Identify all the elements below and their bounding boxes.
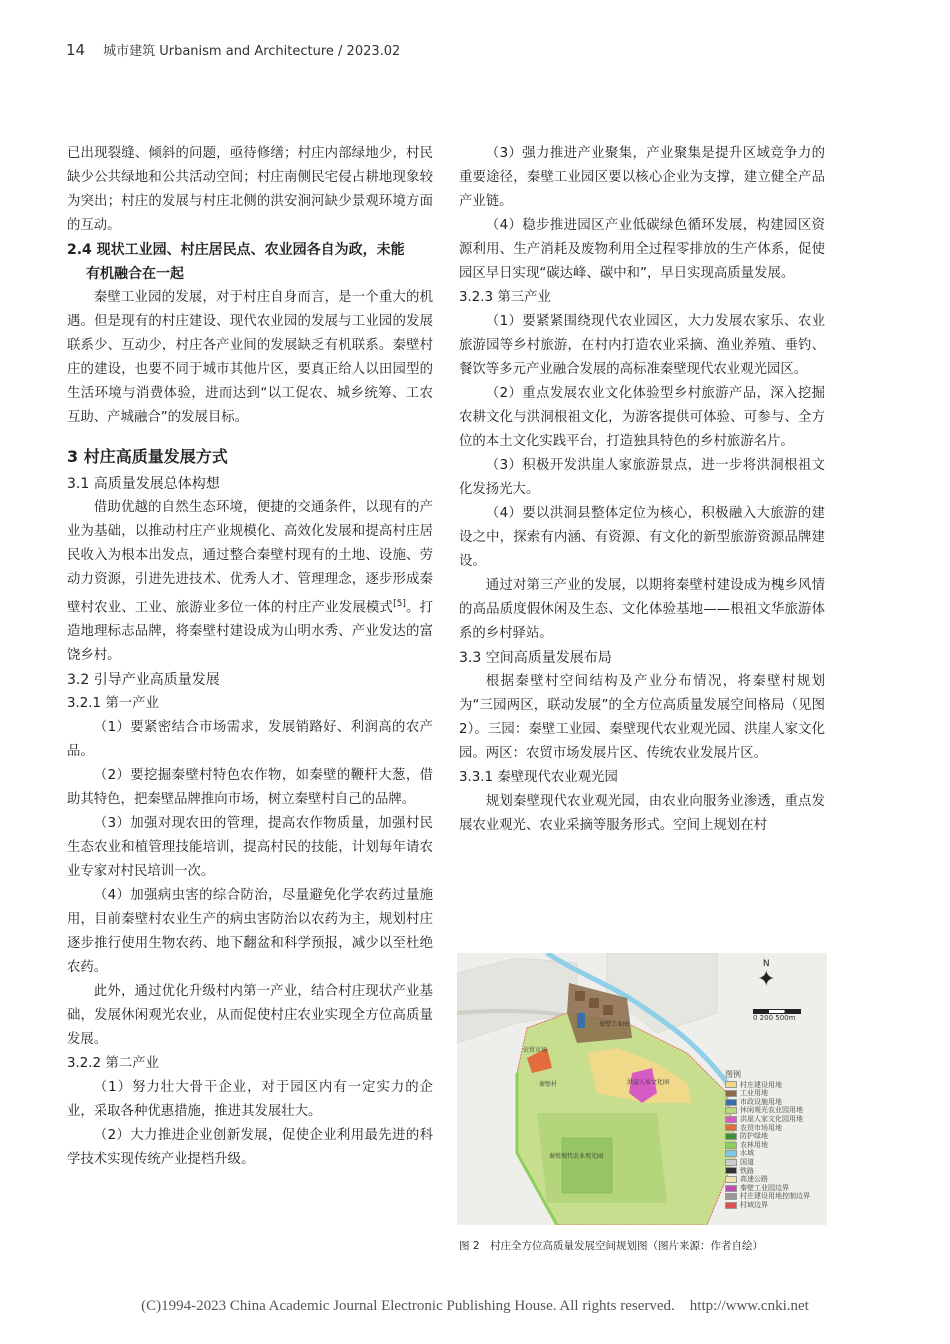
- journal-title: 城市建筑 Urbanism and Architecture / 2023.02: [103, 44, 401, 59]
- paragraph: 规划秦壁现代农业观光园，由农业向服务业渗透，重点发展农业观光、农业采摘等服务形式。空间上规划在村: [459, 794, 825, 833]
- north-arrow-icon: ✦: [757, 967, 776, 992]
- legend-label: 农贸市场用地: [740, 1123, 782, 1132]
- figure-caption: 图 2 村庄全方位高质量发展空间规划图（图片来源：作者自绘）: [459, 1240, 764, 1252]
- agri-field: [562, 1138, 612, 1193]
- legend-label: 国道: [740, 1157, 754, 1166]
- map-label-industrial: 秦壁工业园: [599, 1021, 630, 1028]
- legend-label: 铁路: [740, 1166, 754, 1175]
- map-label-agri-park: 秦壁现代农业观光园: [549, 1153, 604, 1160]
- citation[interactable]: [5]: [393, 599, 406, 609]
- legend-item: [725, 1158, 810, 1167]
- legend-swatch: [725, 1090, 737, 1097]
- legend-swatch: [725, 1159, 737, 1166]
- scale-bar: [753, 1009, 801, 1022]
- industrial-block: [603, 1005, 613, 1015]
- paragraph: （1）要紧紧围绕现代农业园区，大力发展农家乐、农业旅游园等乡村旅游，在村内打造农业采摘、渔业养殖、垂钓、餐饮等多元产业融合发展的高标准秦壁现代农业观光园区。: [459, 314, 825, 377]
- paragraph: （2）要挖掘秦壁村特色农作物，如秦壁的鞭杆大葱，借助其特色，把秦壁品牌推向市场，树立秦壁村自己的品牌。: [67, 768, 433, 808]
- legend-swatch: [725, 1185, 737, 1192]
- paragraph: [67, 496, 433, 668]
- legend-item: [725, 1124, 810, 1133]
- paragraph: （4）加强病虫害的综合防治，尽量避免化学农药过量施用，目前秦壁村农业生产的病虫害防治以农药为主，规划村庄逐步推行使用生物农药、地下翻盆和科学预报，减少以至杜绝农药。: [67, 888, 433, 976]
- legend-item: [725, 1167, 810, 1176]
- legend-label: 休闲观光农业园用地: [740, 1106, 803, 1115]
- paragraph: （2）重点发展农业文化体验型乡村旅游产品，深入挖掘农耕文化与洪洞根祖文化，为游客提供可体验、可参与、全方位的本土文化实践平台，打造独具特色的乡村旅游名片。: [459, 386, 825, 449]
- copyright-footer: (C)1994-2023 China Academic Journal Electronic Publishing House. All rights reserved. http://www.cnki.net: [141, 1298, 809, 1314]
- legend: [725, 1071, 810, 1210]
- legend-swatch: [725, 1116, 737, 1123]
- paragraph: 根据秦壁村空间结构及产业分布情况，将秦壁村规划为“三园两区，联动发展”的全方位高质量发展空间格局（见图2）。三园：秦壁工业园、秦壁现代农业观光园、洪崖人家文化园。两区：农贸市场发展片区、传统农业发展片区。: [459, 674, 825, 761]
- legend-swatch: [725, 1150, 737, 1157]
- legend-item: [725, 1141, 810, 1150]
- section-heading-3-3-1: 3.3.1 秦壁现代农业观光园: [459, 770, 618, 785]
- industrial-block: [589, 998, 599, 1008]
- legend-swatch: [725, 1099, 737, 1106]
- legend-label: 高速公路: [740, 1175, 768, 1184]
- text: 。打造地理标志品牌，将秦壁村建设成为山明水秀、产业发达的富饶乡村。: [67, 600, 434, 664]
- legend-swatch: [725, 1193, 737, 1200]
- map-label-village: 秦壁村: [539, 1081, 558, 1088]
- legend-item: [725, 1106, 810, 1115]
- paragraph: （3）强力推进产业聚集，产业聚集是提升区域竞争力的重要途径，秦壁工业园区要以核心企业为支撑，建立健全产品产业链。: [459, 146, 825, 209]
- paragraph: 秦壁工业园的发展，对于村庄自身而言，是一个重大的机遇。但是现有的村庄建设、现代农业园的发展与工业园的发展联系少、互动少，村庄各产业间的发展缺乏有机联系。秦壁村庄的建设，也要不同于城市其他片区，要真正给人以田园型的生活环境与消费体验，进而达到“以工促农、城乡统筹、工农互助、产城融合”的发展目标。: [67, 290, 433, 425]
- paragraph: （1）努力壮大骨干企业，对于园区内有一定实力的企业，采取各种优惠措施，推进其发展壮大。: [67, 1080, 433, 1120]
- legend-items: [725, 1081, 810, 1210]
- paragraph: （4）稳步推进园区产业低碳绿色循环发展，构建园区资源利用、生产消耗及废物利用全过程零排放的生产体系，促使园区早日实现“碳达峰、碳中和”，早日实现高质量发展。: [459, 218, 825, 281]
- north-label: N: [762, 959, 770, 969]
- legend-label: 农林用地: [740, 1140, 768, 1149]
- paragraph: （4）要以洪洞县整体定位为核心，积极融入大旅游的建设之中，探索有内涵、有资源、有文化的新型旅游资源品牌建设。: [459, 506, 825, 569]
- map-label-market: 农贸市场: [523, 1047, 548, 1054]
- legend-label: 秦壁工业园边界: [740, 1183, 789, 1192]
- heading-line: 2.4 现状工业园、村庄居民点、农业园各自为政，未能: [67, 242, 405, 258]
- legend-item: [725, 1081, 810, 1090]
- paragraph: （1）要紧密结合市场需求，发展销路好、利润高的农产品。: [67, 720, 433, 760]
- map-label-hongya: 洪崖人家文化园: [627, 1079, 670, 1086]
- paragraph: （3）积极开发洪崖人家旅游景点，进一步将洪洞根祖文化发扬光大。: [459, 458, 825, 497]
- paragraph: 此外，通过优化升级村内第一产业，结合村庄现状产业基础，发展休闲观光农业，从而促使村庄农业实现全方位高质量发展。: [67, 984, 433, 1048]
- legend-swatch: [725, 1107, 737, 1114]
- text: 借助优越的自然生态环境，便捷的交通条件，以现有的产业为基础，以推动村庄产业规模化、高效化发展和提高村庄居民收入为根本出发点，通过整合秦壁村现有的土地、设施、劳动力资源，引进先进技术、优秀人才、管理理念，逐步形成秦壁村农业、工业、旅游业多位一体的村庄产业发展模式: [67, 500, 433, 616]
- running-header: [66, 40, 400, 59]
- legend-label: 洪崖人家文化园用地: [740, 1114, 803, 1123]
- left-column: [67, 142, 433, 1172]
- legend-label: 村庄建设用地控制边界: [740, 1192, 810, 1201]
- section-heading-3-2-2: 3.2.2 第二产业: [67, 1056, 159, 1072]
- legend-swatch: [725, 1142, 737, 1149]
- section-heading-3-1: 3.1 高质量发展总体构想: [67, 476, 220, 492]
- page-number: 14: [66, 41, 86, 59]
- section-heading-3-2-3: 3.2.3 第三产业: [459, 290, 551, 305]
- section-heading-3-2: 3.2 引导产业高质量发展: [67, 672, 220, 689]
- legend-label: 市政设施用地: [740, 1097, 782, 1106]
- legend-label: 工业用地: [740, 1089, 768, 1098]
- section-heading-2-4: [67, 238, 433, 286]
- legend-swatch: [725, 1176, 737, 1183]
- paragraph: （3）加强对现农田的管理，提高农作物质量，加强村民生态农业和植管理技能培训，提高村民的技能，计划每年请农业专家对村民培训一次。: [67, 816, 433, 880]
- legend-item: [725, 1149, 810, 1158]
- right-column: [459, 142, 825, 838]
- legend-swatch: [725, 1133, 737, 1140]
- paragraph: （2）大力推进企业创新发展，促使企业利用最先进的科学技术实现传统产业提档升级。: [67, 1128, 433, 1168]
- municipal-facility: [577, 1013, 585, 1028]
- legend-swatch: [725, 1167, 737, 1174]
- legend-label: 村庄建设用地: [740, 1080, 782, 1089]
- legend-item: [725, 1132, 810, 1141]
- legend-swatch: [725, 1081, 737, 1088]
- legend-item: [725, 1201, 810, 1210]
- figure-2-map: [457, 953, 827, 1225]
- industrial-block: [575, 991, 585, 1001]
- heading-line: 有机融合在一起: [86, 266, 184, 282]
- section-heading-3-2-1: 3.2.1 第一产业: [67, 696, 159, 712]
- compass: [757, 959, 775, 991]
- section-heading-3: 3 村庄高质量发展方式: [67, 447, 228, 466]
- legend-label: 水域: [740, 1149, 754, 1158]
- paragraph: 通过对第三产业的发展，以期将秦壁村建设成为槐乡风情的高品质度假休闲及生态、文化体验基地——根祖文华旅游体系的乡村驿站。: [459, 578, 825, 641]
- legend-item: [725, 1175, 810, 1184]
- legend-item: [725, 1089, 810, 1098]
- legend-item: [725, 1115, 810, 1124]
- legend-title: 图例: [725, 1070, 741, 1079]
- legend-swatch: [725, 1124, 737, 1131]
- scale-label: 0 200 500m: [753, 1014, 796, 1022]
- section-heading-3-3: 3.3 空间高质量发展布局: [459, 650, 612, 666]
- legend-label: 村域边界: [740, 1200, 768, 1209]
- legend-label: 防护绿地: [740, 1132, 768, 1141]
- paragraph: 已出现裂缝、倾斜的问题，亟待修缮；村庄内部绿地少，村民缺少公共绿地和公共活动空间；村庄南侧民宅侵占耕地现象较为突出；村庄的发展与村庄北侧的洪安涧河缺少景观环境方面的互动。: [67, 146, 433, 233]
- legend-swatch: [725, 1202, 737, 1209]
- legend-item: [725, 1192, 810, 1201]
